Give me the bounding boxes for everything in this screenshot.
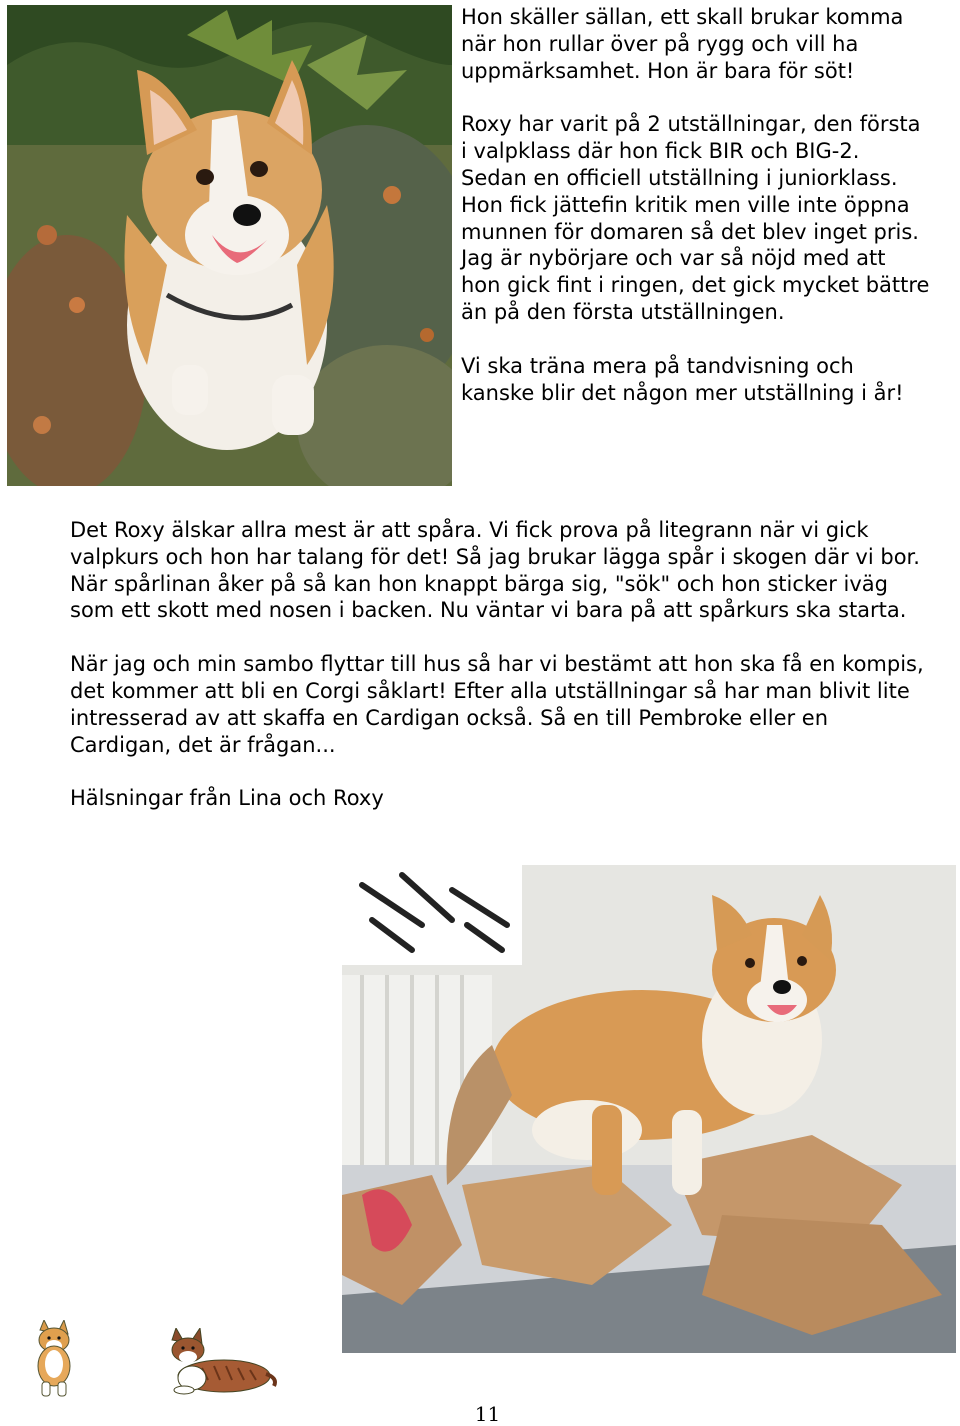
photo-corgi-paper [342,865,956,1353]
paragraph: Det Roxy älskar allra mest är att spåra. Vi fick prova på litegrann när vi gick valpkurs och hon har talang för det! Så jag brukar lägga spår i skogen där vi bor. När spårlinan åker på så kan hon knappt bärga sig, "sök" och hon sticker iväg som ett skott med nosen i backen. Nu väntar vi bara på att spårkurs ska starta. [70,518,920,623]
body-text [70,517,930,812]
corgi-clipart-lying [162,1328,280,1398]
paragraph: Hon skäller sällan, ett skall brukar komma när hon rullar över på rygg och vill ha uppmärksamhet. Hon är bara för söt! [461,5,904,83]
photo-corgi-forest [7,5,452,486]
corgi-clipart-standing [30,1320,80,1400]
signature-line: Hälsningar från Lina och Roxy [70,786,384,811]
right-column-text [461,4,931,406]
paragraph: När jag och min sambo flyttar till hus så har vi bestämt att hon ska få en kompis, det kommer att bli en Corgi såklart! Efter alla utställningar så har man blivit lite intresserad av att skaffa en Cardigan också. Så en till Pembroke eller en Cardigan, det är frågan... [70,652,924,757]
paragraph: Roxy har varit på 2 utställningar, den första i valpklass där hon fick BIR och BIG-2. Sedan en officiell utställning i juniorklass. Hon fick jättefin kritik men ville inte öppna munnen för domaren så det blev inget pris. Jag är nybörjare och var så nöjd med att hon gick fint i ringen, det gick mycket bättre än på den första utställningen. [461,112,930,324]
page-number: 11 [474,1402,501,1426]
paragraph: Vi ska träna mera på tandvisning och kanske blir det någon mer utställning i år! [461,353,904,405]
